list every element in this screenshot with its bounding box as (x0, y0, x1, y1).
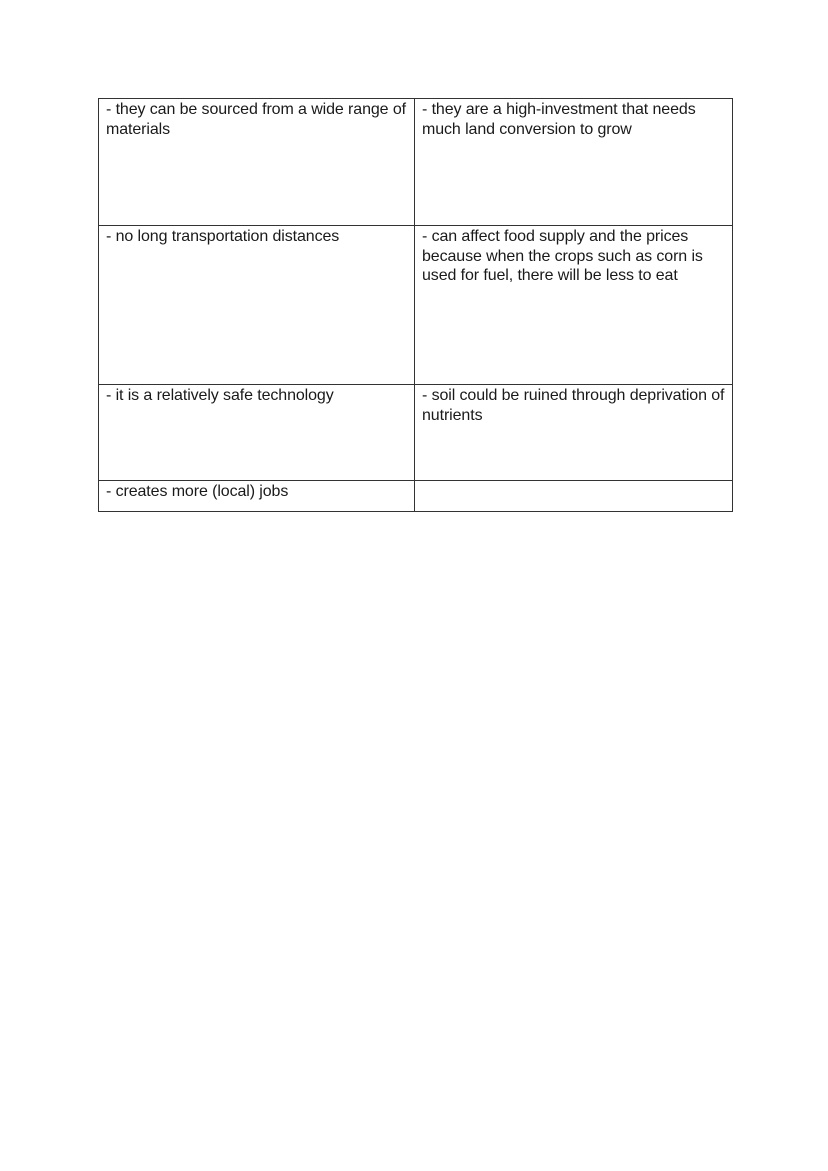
table-row (99, 226, 733, 385)
table-cell-left: - no long transportation distances (99, 226, 415, 385)
table-cell-right: - they are a high-investment that needs much land conversion to grow (415, 99, 733, 226)
table-cell-right: - can affect food supply and the prices because when the crops such as corn is used for fuel, there will be less to eat (415, 226, 733, 385)
table-cell-right: - soil could be ruined through deprivation of nutrients (415, 385, 733, 481)
table-cell-left: - creates more (local) jobs (99, 481, 415, 512)
table-cell-left: - they can be sourced from a wide range of materials (99, 99, 415, 226)
table-row (99, 99, 733, 226)
table-cell-right-empty (415, 481, 733, 512)
table-row (99, 481, 733, 512)
pros-cons-table (98, 98, 733, 512)
table-row (99, 385, 733, 481)
table-cell-left: - it is a relatively safe technology (99, 385, 415, 481)
